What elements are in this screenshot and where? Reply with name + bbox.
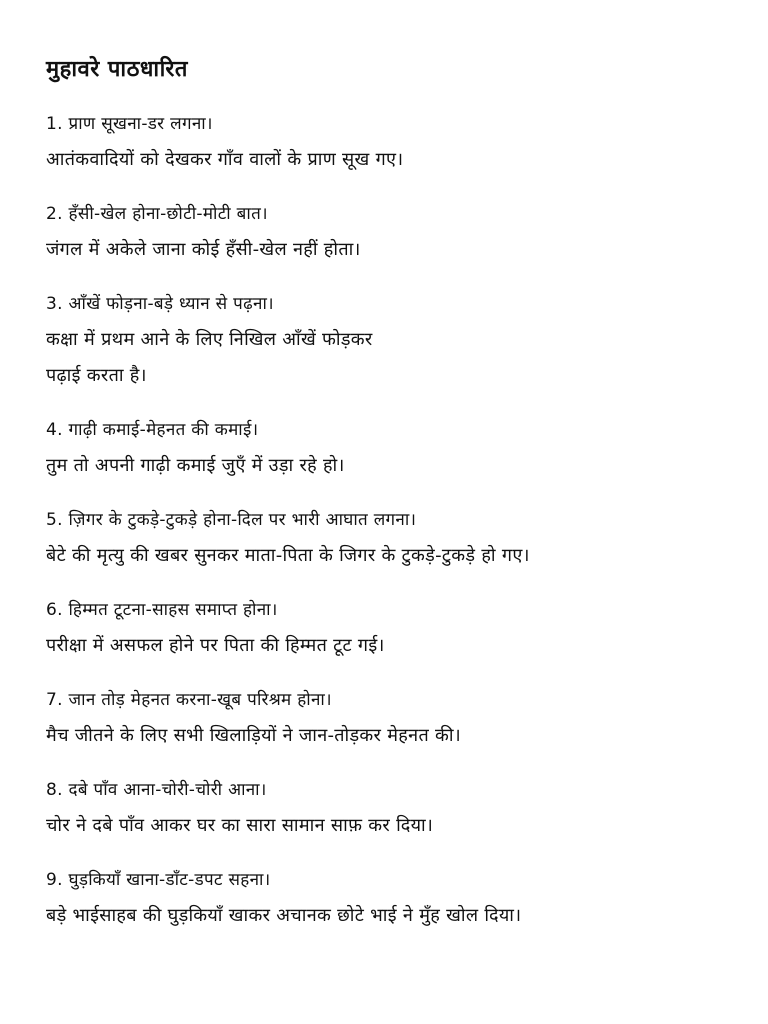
idiom-entry-9 [46, 862, 748, 934]
idiom-meaning: 4. गाढ़ी कमाई-मेहनत की कमाई। [46, 420, 259, 440]
idiom-entry-2 [46, 196, 748, 268]
idiom-entry-8 [46, 772, 748, 844]
example-sentence: तुम तो अपनी गाढ़ी कमाई जुएँ में उड़ा रहे हो। [46, 455, 345, 476]
idiom-meaning: 2. हँसी-खेल होना-छोटी-मोटी बात। [46, 204, 268, 224]
example-sentence: कक्षा में प्रथम आने के लिए निखिल आँखें फोड़कर [46, 329, 373, 350]
idiom-meaning: 1. प्राण सूखना-डर लगना। [46, 114, 213, 134]
idiom-entry-5 [46, 502, 748, 574]
example-sentence: बेटे की मृत्यु की खबर सुनकर माता-पिता के जिगर के टुकड़े-टुकड़े हो गए। [46, 545, 530, 566]
example-sentence: परीक्षा में असफल होने पर पिता की हिम्मत टूट गई। [46, 635, 385, 656]
idiom-meaning: 9. घुड़कियाँ खाना-डाँट-डपट सहना। [46, 870, 271, 890]
idiom-meaning: 7. जान तोड़ मेहनत करना-खूब परिश्रम होना। [46, 690, 332, 710]
idiom-meaning: 3. आँखें फोड़ना-बड़े ध्यान से पढ़ना। [46, 294, 274, 314]
idiom-meaning: 6. हिम्मत टूटना-साहस समाप्त होना। [46, 600, 278, 620]
idiom-entry-7 [46, 682, 748, 754]
example-sentence: आतंकवादियों को देखकर गाँव वालों के प्राण सूख गए। [46, 149, 404, 170]
idiom-entry-6 [46, 592, 748, 664]
example-sentence-continued: पढ़ाई करता है। [46, 365, 147, 386]
idiom-entry-4 [46, 412, 748, 484]
idiom-meaning: 8. दबे पाँव आना-चोरी-चोरी आना। [46, 780, 267, 800]
idiom-entry-1 [46, 106, 748, 178]
example-sentence: मैच जीतने के लिए सभी खिलाड़ियों ने जान-तोड़कर मेहनत की। [46, 725, 461, 746]
page-title: मुहावरे पाठधारित [46, 57, 188, 82]
example-sentence: जंगल में अकेले जाना कोई हँसी-खेल नहीं होता। [46, 239, 361, 260]
idiom-entry-3 [46, 286, 748, 394]
example-sentence: बड़े भाईसाहब की घुड़कियाँ खाकर अचानक छोटे भाई ने मुँह खोल दिया। [46, 905, 522, 926]
example-sentence: चोर ने दबे पाँव आकर घर का सारा सामान साफ़ कर दिया। [46, 815, 434, 836]
idiom-meaning: 5. ज़िगर के टुकड़े-टुकड़े होना-दिल पर भारी आघात लगना। [46, 510, 417, 530]
